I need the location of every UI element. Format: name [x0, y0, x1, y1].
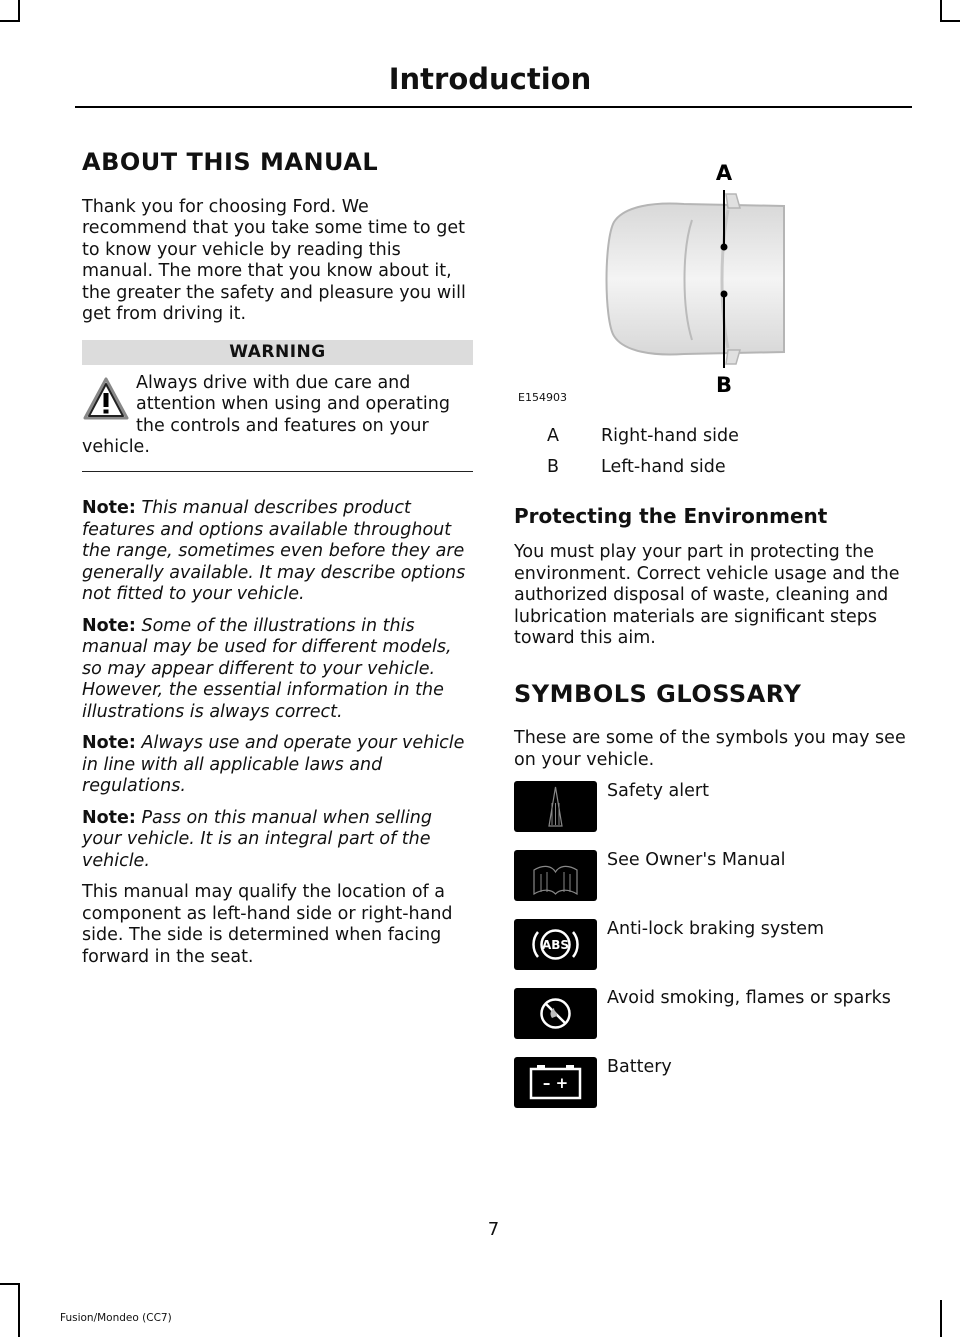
legend-key: B [547, 457, 560, 477]
legend-desc: Left-hand side [601, 457, 726, 477]
symbol-row [514, 850, 912, 919]
notes-list [82, 498, 473, 872]
abs-icon [514, 919, 597, 970]
warning-triangle-icon [82, 375, 130, 423]
warning-rule [82, 471, 473, 473]
note-item [82, 808, 473, 873]
crop-mark-top-right-h [940, 20, 960, 22]
environment-text: You must play your part in protecting the environment. Correct vehicle usage and the authorized disposal of waste, cleaning and lubrication materials are significant steps toward this aim. [514, 542, 900, 648]
symbol-row [514, 1057, 912, 1126]
figure-label-b: B [715, 373, 733, 397]
note-item [82, 616, 473, 724]
note-item [82, 733, 473, 798]
about-closing: This manual may qualify the location of a component as left-hand side or right-hand side. The side is determined when facing forward in the seat. [82, 882, 453, 967]
symbol-label: Anti-lock braking system [607, 919, 825, 940]
battery-glyph: – + [542, 1074, 569, 1093]
figure-code: E154903 [518, 391, 567, 404]
left-column [82, 148, 473, 968]
note-text: Always use and operate your vehicle in line with all applicable laws and regulations. [82, 733, 465, 797]
crop-mark-top-left [18, 0, 20, 22]
vehicle-sides-figure [514, 150, 814, 406]
no-smoking-icon [514, 988, 597, 1039]
symbol-row [514, 919, 912, 988]
safety-alert-icon [514, 781, 597, 832]
crop-mark-bottom-left-h [0, 1283, 20, 1285]
figure-label-a: A [715, 161, 733, 185]
legend-key: A [547, 426, 559, 446]
glossary-intro: These are some of the symbols you may see on your vehicle. [514, 728, 906, 770]
page-number: 7 [487, 1219, 500, 1240]
vehicle-top-view-illustration [514, 150, 814, 406]
note-label: Note: [82, 498, 136, 519]
crop-mark-top-right [940, 0, 942, 22]
symbol-label: Battery [607, 1057, 672, 1078]
note-text: Pass on this manual when selling your vehicle. It is an integral part of the vehicle. [82, 807, 433, 871]
header-rule [75, 106, 912, 108]
abs-glyph: ABS [541, 938, 570, 953]
symbol-row [514, 781, 912, 850]
footer-model: Fusion/Mondeo (CC7) [60, 1312, 172, 1324]
page-title: Introduction [388, 62, 592, 96]
environment-heading: Protecting the Environment [514, 504, 828, 528]
warning-text: Always drive with due care and attention when using and operating the controls and features on your vehicle. [82, 372, 450, 458]
note-item [82, 498, 473, 606]
warning-box [82, 373, 473, 459]
about-intro: Thank you for choosing Ford. We recommend that you take some time to get to know your vehicle by reading this manual. The more that you know about it, the greater the safety and pleasure you will get from driving it. [82, 196, 466, 325]
symbols-list [514, 781, 912, 1126]
glossary-heading: SYMBOLS GLOSSARY [514, 679, 802, 708]
note-label: Note: [82, 807, 136, 828]
symbol-row [514, 988, 912, 1057]
warning-label: WARNING [82, 340, 473, 365]
owners-manual-icon [514, 850, 597, 901]
figure-legend [514, 426, 912, 478]
symbol-label: See Owner's Manual [607, 850, 786, 871]
crop-mark-top-left-h [0, 20, 20, 22]
crop-mark-bottom-right [940, 1300, 942, 1337]
symbol-label: Safety alert [607, 781, 709, 802]
right-column [514, 150, 912, 1126]
about-heading: ABOUT THIS MANUAL [82, 148, 379, 176]
note-text: Some of the illustrations in this manual may be used for different models, so may appear different to your vehicle. However, the essential information in the illustrations is always correct. [82, 615, 452, 722]
note-label: Note: [82, 733, 136, 754]
battery-icon [514, 1057, 597, 1108]
symbol-label: Avoid smoking, flames or sparks [607, 988, 891, 1009]
crop-mark-bottom-left [18, 1283, 20, 1337]
legend-row [514, 457, 912, 478]
note-text: This manual describes product features and options available throughout the range, sometimes even before they are generally available. It may describe options not fitted to your vehicle. [82, 498, 466, 605]
legend-row [514, 426, 912, 447]
note-label: Note: [82, 615, 136, 636]
legend-desc: Right-hand side [601, 426, 739, 446]
